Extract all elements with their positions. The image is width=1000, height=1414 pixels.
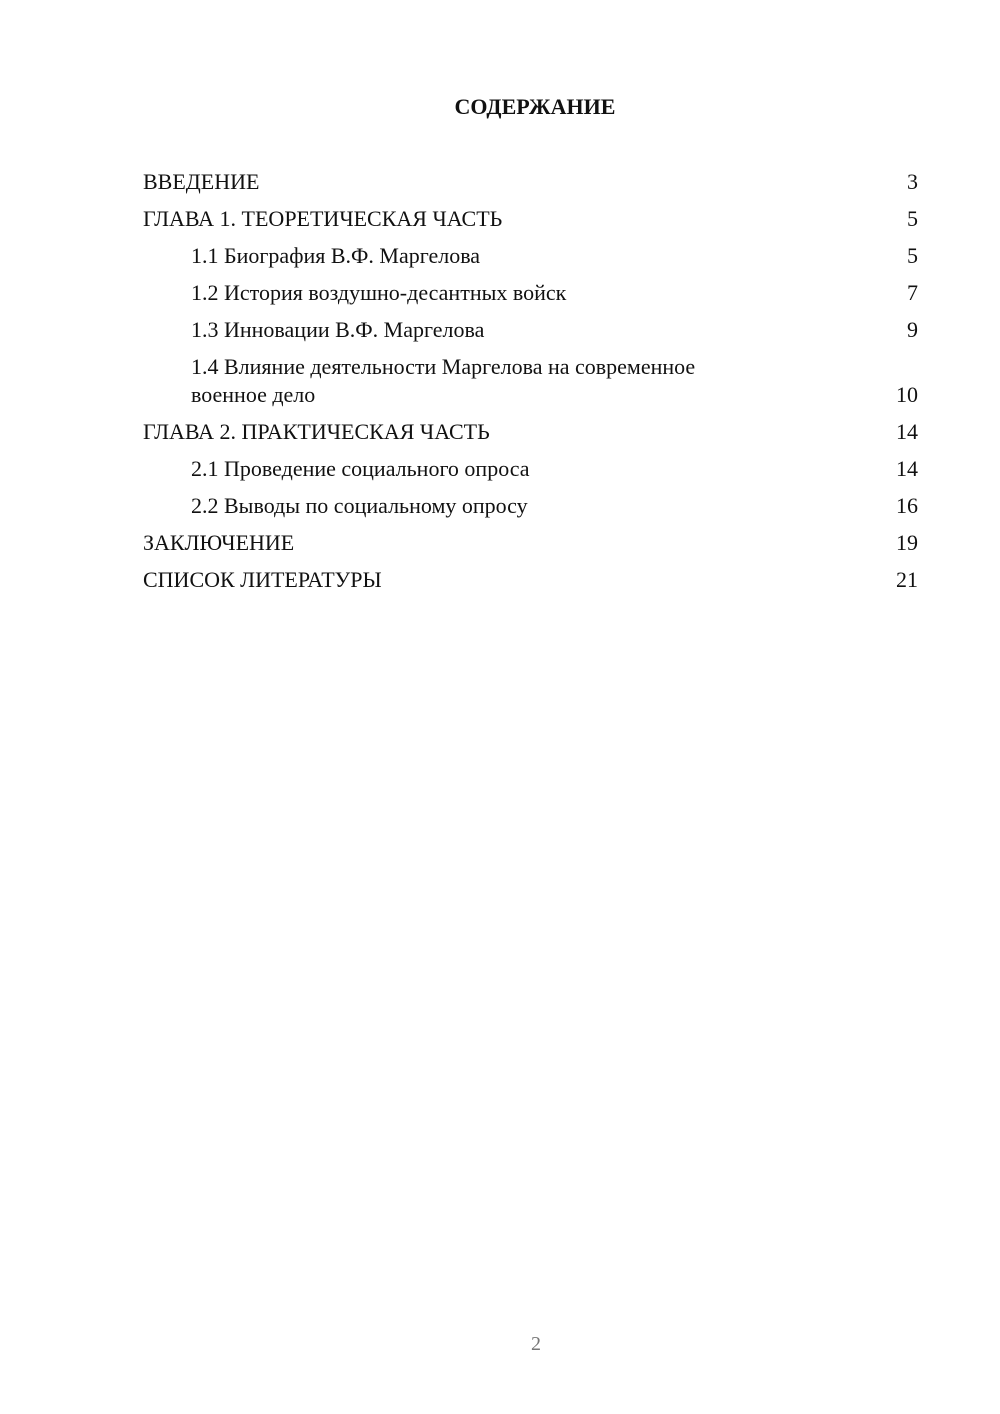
toc-entry-section-1-4 [143, 353, 918, 409]
toc-entry-page: 7 [907, 280, 918, 305]
toc-title: СОДЕРЖАНИЕ [454, 94, 616, 119]
toc-entry-introduction [143, 168, 918, 196]
toc-entry-label: ВВЕДЕНИЕ [143, 169, 260, 194]
toc-entry-label: 2.2 Выводы по социальному опросу [191, 493, 528, 518]
toc-entry-page: 3 [907, 169, 918, 194]
toc-entry-label: 1.4 Влияние деятельности Маргелова на современное военное дело [191, 354, 696, 407]
toc-entry-page: 5 [907, 206, 918, 231]
toc-title-container [143, 94, 927, 120]
toc-entry-section-2-2 [143, 492, 918, 520]
toc-entry-page: 19 [896, 530, 918, 555]
toc-entry-label: СПИСОК ЛИТЕРАТУРЫ [143, 567, 382, 592]
toc-entry-label: ГЛАВА 2. ПРАКТИЧЕСКАЯ ЧАСТЬ [143, 419, 490, 444]
toc-entry-page: 10 [896, 382, 918, 407]
toc-entry-label: ЗАКЛЮЧЕНИЕ [143, 530, 295, 555]
toc-entry-section-1-1 [143, 242, 918, 270]
toc-entry-chapter-1 [143, 205, 918, 233]
toc-entry-chapter-2 [143, 418, 918, 446]
page-number: 2 [531, 1333, 541, 1355]
toc-entry-label: 2.1 Проведение социального опроса [191, 456, 530, 481]
toc-entry-conclusion [143, 529, 918, 557]
toc-entry-page: 21 [896, 567, 918, 592]
toc-entry-label: ГЛАВА 1. ТЕОРЕТИЧЕСКАЯ ЧАСТЬ [143, 206, 503, 231]
toc-entry-bibliography [143, 566, 918, 594]
toc-entry-page: 5 [907, 243, 918, 268]
toc-entry-label: 1.1 Биография В.Ф. Маргелова [191, 243, 481, 268]
toc-entry-page: 16 [896, 493, 918, 518]
table-of-contents [143, 168, 918, 603]
toc-entry-label: 1.2 История воздушно-десантных войск [191, 280, 567, 305]
toc-entry-page: 14 [896, 456, 918, 481]
toc-entry-label: 1.3 Инновации В.Ф. Маргелова [191, 317, 485, 342]
toc-entry-page: 9 [907, 317, 918, 342]
toc-entry-page: 14 [896, 419, 918, 444]
toc-entry-section-1-2 [143, 279, 918, 307]
toc-entry-section-1-3 [143, 316, 918, 344]
toc-entry-section-2-1 [143, 455, 918, 483]
